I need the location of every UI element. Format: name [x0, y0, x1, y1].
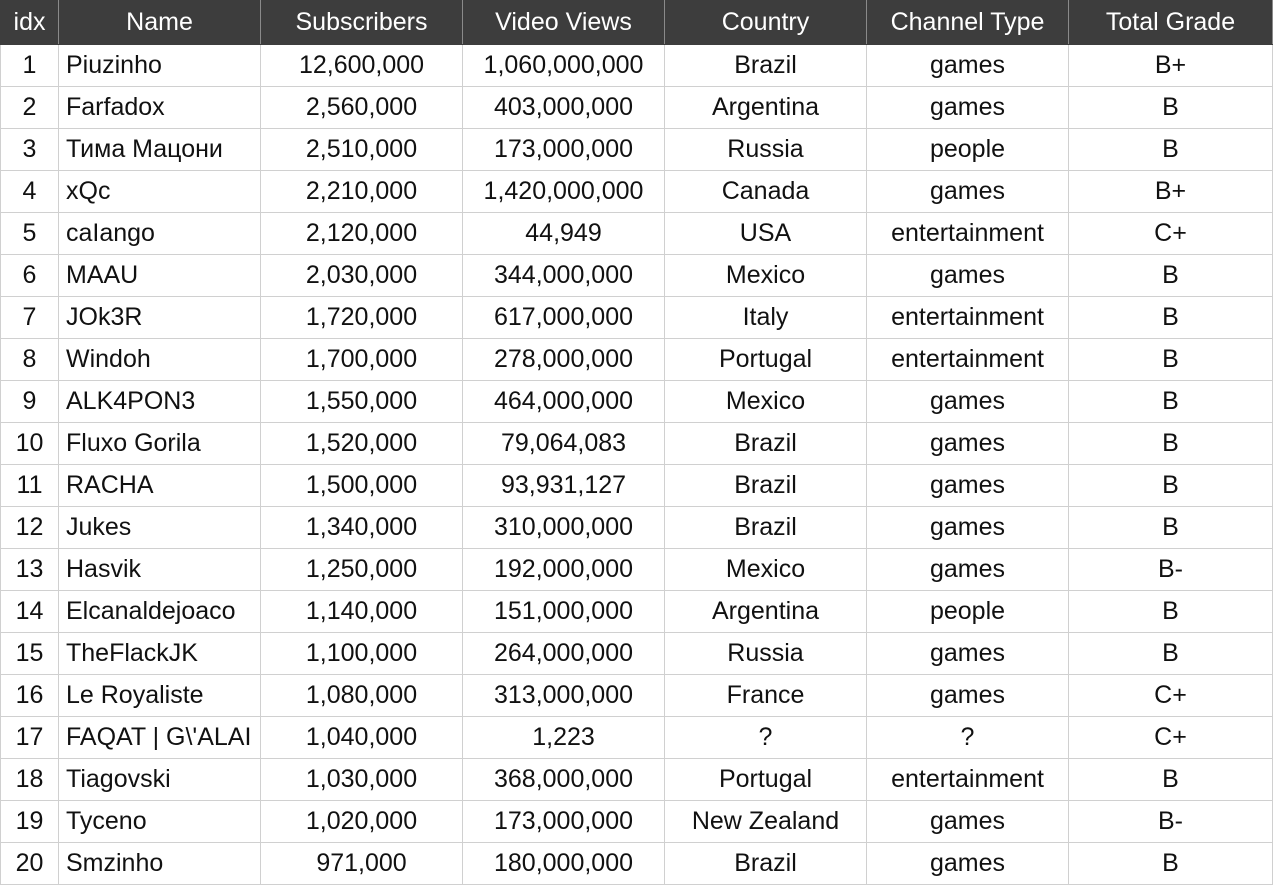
- table-header: [1, 1, 1273, 45]
- cell-idx[interactable]: 2: [1, 87, 59, 129]
- cell-total-grade[interactable]: B: [1069, 759, 1273, 801]
- cell-country[interactable]: Argentina: [665, 591, 867, 633]
- cell-country[interactable]: USA: [665, 213, 867, 255]
- cell-total-grade[interactable]: C+: [1069, 675, 1273, 717]
- cell-idx[interactable]: 8: [1, 339, 59, 381]
- table-row: [1, 339, 1273, 381]
- cell-total-grade[interactable]: C+: [1069, 717, 1273, 759]
- cell-idx[interactable]: 20: [1, 843, 59, 885]
- cell-country[interactable]: Portugal: [665, 339, 867, 381]
- cell-total-grade[interactable]: B: [1069, 255, 1273, 297]
- cell-total-grade[interactable]: B+: [1069, 171, 1273, 213]
- cell-subscribers[interactable]: 2,510,000: [261, 129, 463, 171]
- cell-subscribers[interactable]: 12,600,000: [261, 45, 463, 87]
- header-subscribers[interactable]: Subscribers: [261, 1, 463, 45]
- cell-total-grade[interactable]: B: [1069, 87, 1273, 129]
- cell-idx[interactable]: 9: [1, 381, 59, 423]
- table-row: [1, 423, 1273, 465]
- cell-idx[interactable]: 3: [1, 129, 59, 171]
- cell-country[interactable]: Italy: [665, 297, 867, 339]
- table-row: [1, 129, 1273, 171]
- cell-name[interactable]: Smzinho: [59, 843, 261, 885]
- cell-total-grade[interactable]: B: [1069, 297, 1273, 339]
- table-row: [1, 675, 1273, 717]
- cell-country[interactable]: Canada: [665, 171, 867, 213]
- cell-total-grade[interactable]: B: [1069, 423, 1273, 465]
- cell-country[interactable]: ?: [665, 717, 867, 759]
- header-channel-type[interactable]: Channel Type: [867, 1, 1069, 45]
- cell-name[interactable]: caIango: [59, 213, 261, 255]
- cell-country[interactable]: Russia: [665, 129, 867, 171]
- cell-total-grade[interactable]: C+: [1069, 213, 1273, 255]
- cell-video-views[interactable]: 192,000,000: [463, 549, 665, 591]
- cell-name[interactable]: Windoh: [59, 339, 261, 381]
- cell-country[interactable]: Argentina: [665, 87, 867, 129]
- cell-video-views[interactable]: 1,060,000,000: [463, 45, 665, 87]
- cell-video-views[interactable]: 264,000,000: [463, 633, 665, 675]
- cell-channel-type[interactable]: games: [867, 801, 1069, 843]
- cell-video-views[interactable]: 344,000,000: [463, 255, 665, 297]
- cell-subscribers[interactable]: 1,100,000: [261, 633, 463, 675]
- header-row: [1, 1, 1273, 45]
- cell-channel-type[interactable]: games: [867, 381, 1069, 423]
- cell-subscribers[interactable]: 2,560,000: [261, 87, 463, 129]
- cell-name[interactable]: MAAU: [59, 255, 261, 297]
- table-row: [1, 297, 1273, 339]
- cell-subscribers[interactable]: 1,550,000: [261, 381, 463, 423]
- cell-total-grade[interactable]: B: [1069, 507, 1273, 549]
- cell-channel-type[interactable]: games: [867, 633, 1069, 675]
- cell-name[interactable]: Farfadox: [59, 87, 261, 129]
- cell-country[interactable]: Brazil: [665, 507, 867, 549]
- cell-idx[interactable]: 17: [1, 717, 59, 759]
- cell-country[interactable]: Brazil: [665, 423, 867, 465]
- cell-video-views[interactable]: 368,000,000: [463, 759, 665, 801]
- cell-country[interactable]: Brazil: [665, 45, 867, 87]
- cell-channel-type[interactable]: entertainment: [867, 759, 1069, 801]
- table-row: [1, 213, 1273, 255]
- header-total-grade[interactable]: Total Grade: [1069, 1, 1273, 45]
- cell-country[interactable]: Brazil: [665, 465, 867, 507]
- table-row: [1, 381, 1273, 423]
- cell-country[interactable]: Brazil: [665, 843, 867, 885]
- header-name[interactable]: Name: [59, 1, 261, 45]
- cell-channel-type[interactable]: games: [867, 255, 1069, 297]
- cell-channel-type[interactable]: games: [867, 549, 1069, 591]
- cell-name[interactable]: RACHA: [59, 465, 261, 507]
- cell-total-grade[interactable]: B-: [1069, 801, 1273, 843]
- cell-subscribers[interactable]: 1,340,000: [261, 507, 463, 549]
- table-row: [1, 801, 1273, 843]
- table-row: [1, 759, 1273, 801]
- cell-idx[interactable]: 4: [1, 171, 59, 213]
- header-video-views[interactable]: Video Views: [463, 1, 665, 45]
- cell-total-grade[interactable]: B: [1069, 129, 1273, 171]
- header-country[interactable]: Country: [665, 1, 867, 45]
- cell-idx[interactable]: 1: [1, 45, 59, 87]
- cell-name[interactable]: Tyceno: [59, 801, 261, 843]
- cell-name[interactable]: Тима Мацони: [59, 129, 261, 171]
- header-idx[interactable]: idx: [1, 1, 59, 45]
- cell-name[interactable]: ALK4PON3: [59, 381, 261, 423]
- cell-subscribers[interactable]: 2,030,000: [261, 255, 463, 297]
- cell-subscribers[interactable]: 1,520,000: [261, 423, 463, 465]
- cell-name[interactable]: TheFlackJK: [59, 633, 261, 675]
- cell-subscribers[interactable]: 1,250,000: [261, 549, 463, 591]
- cell-channel-type[interactable]: games: [867, 87, 1069, 129]
- cell-subscribers[interactable]: 1,700,000: [261, 339, 463, 381]
- cell-channel-type[interactable]: entertainment: [867, 339, 1069, 381]
- cell-subscribers[interactable]: 1,030,000: [261, 759, 463, 801]
- cell-idx[interactable]: 5: [1, 213, 59, 255]
- cell-subscribers[interactable]: 971,000: [261, 843, 463, 885]
- cell-name[interactable]: FAQAT | G\'ALAI: [59, 717, 261, 759]
- cell-idx[interactable]: 15: [1, 633, 59, 675]
- cell-name[interactable]: Fluxo Gorila: [59, 423, 261, 465]
- cell-idx[interactable]: 7: [1, 297, 59, 339]
- table-row: [1, 549, 1273, 591]
- cell-total-grade[interactable]: B: [1069, 465, 1273, 507]
- cell-name[interactable]: Jukes: [59, 507, 261, 549]
- cell-total-grade[interactable]: B: [1069, 381, 1273, 423]
- cell-idx[interactable]: 12: [1, 507, 59, 549]
- cell-idx[interactable]: 16: [1, 675, 59, 717]
- cell-channel-type[interactable]: games: [867, 45, 1069, 87]
- table-row: [1, 45, 1273, 87]
- cell-country[interactable]: New Zealand: [665, 801, 867, 843]
- table-row: [1, 717, 1273, 759]
- cell-subscribers[interactable]: 2,120,000: [261, 213, 463, 255]
- cell-channel-type[interactable]: games: [867, 843, 1069, 885]
- cell-idx[interactable]: 11: [1, 465, 59, 507]
- cell-channel-type[interactable]: people: [867, 129, 1069, 171]
- table-row: [1, 507, 1273, 549]
- table-row: [1, 171, 1273, 213]
- cell-name[interactable]: Elcanaldejoaco: [59, 591, 261, 633]
- cell-idx[interactable]: 19: [1, 801, 59, 843]
- cell-video-views[interactable]: 313,000,000: [463, 675, 665, 717]
- cell-subscribers[interactable]: 1,720,000: [261, 297, 463, 339]
- cell-idx[interactable]: 6: [1, 255, 59, 297]
- cell-video-views[interactable]: 173,000,000: [463, 129, 665, 171]
- cell-name[interactable]: JOk3R: [59, 297, 261, 339]
- cell-country[interactable]: Mexico: [665, 381, 867, 423]
- cell-video-views[interactable]: 403,000,000: [463, 87, 665, 129]
- cell-subscribers[interactable]: 1,500,000: [261, 465, 463, 507]
- cell-subscribers[interactable]: 1,140,000: [261, 591, 463, 633]
- table-row: [1, 633, 1273, 675]
- cell-video-views[interactable]: 310,000,000: [463, 507, 665, 549]
- table-row: [1, 255, 1273, 297]
- cell-name[interactable]: Hasvik: [59, 549, 261, 591]
- cell-subscribers[interactable]: 2,210,000: [261, 171, 463, 213]
- cell-country[interactable]: Russia: [665, 633, 867, 675]
- cell-subscribers[interactable]: 1,020,000: [261, 801, 463, 843]
- cell-channel-type[interactable]: games: [867, 171, 1069, 213]
- table-row: [1, 591, 1273, 633]
- table-row: [1, 87, 1273, 129]
- cell-channel-type[interactable]: games: [867, 423, 1069, 465]
- table-body: [1, 45, 1273, 885]
- cell-idx[interactable]: 18: [1, 759, 59, 801]
- cell-name[interactable]: xQc: [59, 171, 261, 213]
- cell-video-views[interactable]: 151,000,000: [463, 591, 665, 633]
- cell-name[interactable]: Piuzinho: [59, 45, 261, 87]
- cell-video-views[interactable]: 617,000,000: [463, 297, 665, 339]
- cell-video-views[interactable]: 44,949: [463, 213, 665, 255]
- cell-channel-type[interactable]: games: [867, 675, 1069, 717]
- cell-channel-type[interactable]: games: [867, 465, 1069, 507]
- cell-total-grade[interactable]: B+: [1069, 45, 1273, 87]
- cell-country[interactable]: Mexico: [665, 255, 867, 297]
- cell-video-views[interactable]: 1,420,000,000: [463, 171, 665, 213]
- cell-country[interactable]: France: [665, 675, 867, 717]
- cell-total-grade[interactable]: B-: [1069, 549, 1273, 591]
- cell-country[interactable]: Mexico: [665, 549, 867, 591]
- cell-video-views[interactable]: 464,000,000: [463, 381, 665, 423]
- cell-channel-type[interactable]: games: [867, 507, 1069, 549]
- cell-video-views[interactable]: 93,931,127: [463, 465, 665, 507]
- table-row: [1, 843, 1273, 885]
- cell-total-grade[interactable]: B: [1069, 591, 1273, 633]
- cell-total-grade[interactable]: B: [1069, 339, 1273, 381]
- cell-channel-type[interactable]: people: [867, 591, 1069, 633]
- cell-name[interactable]: Le Royaliste: [59, 675, 261, 717]
- cell-idx[interactable]: 10: [1, 423, 59, 465]
- cell-video-views[interactable]: 1,223: [463, 717, 665, 759]
- table-row: [1, 465, 1273, 507]
- cell-name[interactable]: Tiagovski: [59, 759, 261, 801]
- cell-channel-type[interactable]: entertainment: [867, 213, 1069, 255]
- cell-channel-type[interactable]: ?: [867, 717, 1069, 759]
- cell-subscribers[interactable]: 1,080,000: [261, 675, 463, 717]
- cell-subscribers[interactable]: 1,040,000: [261, 717, 463, 759]
- cell-total-grade[interactable]: B: [1069, 843, 1273, 885]
- cell-channel-type[interactable]: entertainment: [867, 297, 1069, 339]
- cell-video-views[interactable]: 79,064,083: [463, 423, 665, 465]
- cell-video-views[interactable]: 180,000,000: [463, 843, 665, 885]
- cell-total-grade[interactable]: B: [1069, 633, 1273, 675]
- cell-video-views[interactable]: 278,000,000: [463, 339, 665, 381]
- cell-idx[interactable]: 13: [1, 549, 59, 591]
- cell-idx[interactable]: 14: [1, 591, 59, 633]
- cell-country[interactable]: Portugal: [665, 759, 867, 801]
- cell-video-views[interactable]: 173,000,000: [463, 801, 665, 843]
